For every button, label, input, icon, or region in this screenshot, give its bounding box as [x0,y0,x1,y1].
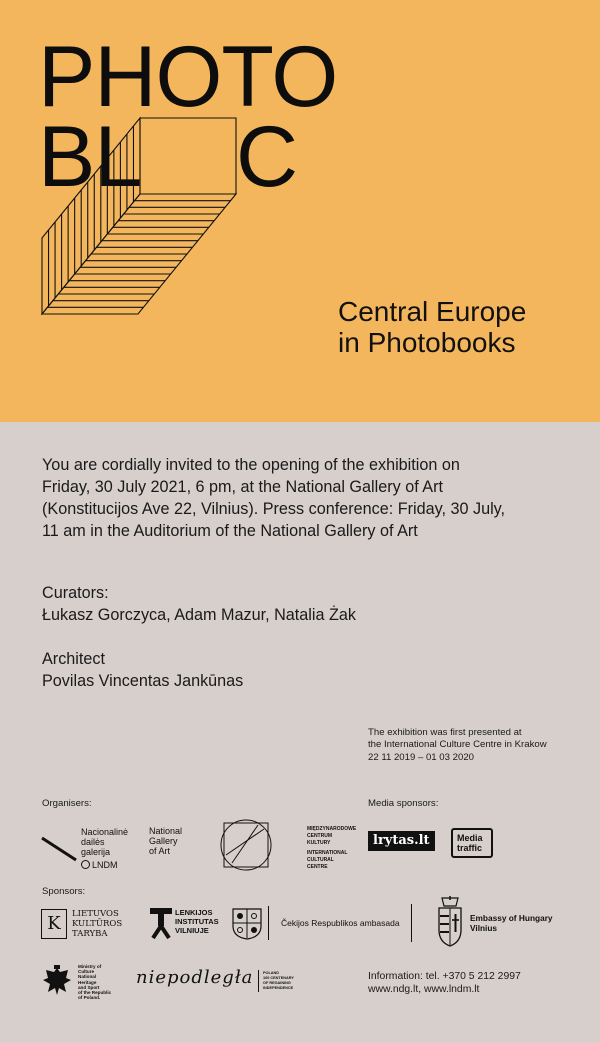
logo-text-line: Nacionalinė [81,827,129,837]
logo-text-line: LENKIJOS [175,908,213,917]
icc-emblem-icon [218,815,278,875]
logo-lrytas: lrytas.lt [368,831,435,851]
logo-text-line: INSTITUTAS [175,917,219,926]
subtitle-line: in Photobooks [338,327,516,358]
logo-ndg [81,827,128,870]
lndm-text: LNDM [92,860,118,870]
logo-text-line: CULTURAL [307,857,334,863]
li-figure-icon [148,906,174,940]
logo-text-line: Gallery [149,836,178,846]
logo-text-line: dailės [81,837,105,847]
logo-text-line: TARYBA [72,929,108,939]
curators-names: Łukasz Gorczyca, Adam Mazur, Natalia Żak [42,606,356,624]
czech-coat-of-arms-icon [230,906,264,940]
note-line: The exhibition was first presented at [368,727,522,738]
hungary-coat-of-arms-icon [436,896,464,948]
architect-label: Architect [42,650,105,668]
logo-text-line: VILNIUJE [175,926,209,935]
circle-icon [81,860,90,869]
lndm-mark [81,860,128,870]
divider [258,970,259,992]
logo-text-line: INTERNATIONAL [307,850,348,856]
note-line: 22 11 2019 – 01 03 2020 [368,751,474,763]
logo-text-line: traffic [457,843,483,853]
first-presented-note [368,727,547,764]
divider [268,906,269,940]
contact-info [368,970,521,996]
logo-text-line: LIETUVOS [72,909,119,919]
logo-niepodlegla: niepodległa [136,967,254,988]
invitation-line: Friday, 30 July 2021, 6 pm, at the National Gallery of Art [42,478,443,496]
logo-text-line: National [78,974,97,980]
logo-text-line: of the Republic [78,990,112,996]
logo-nga [149,826,182,856]
logo-text-line: OF REGAINING [263,981,291,985]
architect-block [42,648,243,692]
curators-label: Curators: [42,584,109,602]
subtitle-line: Central Europe [338,296,527,327]
invitation-line: (Konstitucijos Ave 22, Vilnius). Press conference: Friday, 30 July, [42,500,506,518]
logo-text-line: Vilnius [470,923,498,933]
divider [411,904,412,942]
logo-text-line: MIĘDZYNARODOWE [307,826,357,832]
poster-header [0,0,600,422]
logo-text-line: CENTRUM [307,833,332,839]
logo-media-traffic [451,828,493,858]
logo-niepodlegla-tagline [263,971,294,991]
contact-websites: www.ndg.lt, www.lndm.lt [368,984,480,995]
logo-text-line: and Sport [78,984,100,990]
logo-text-line: KULTŪROS [72,919,123,929]
curators-block [42,582,356,626]
logo-text-line: CENTRE [307,864,328,870]
ndg-slash-icon [40,834,80,864]
polish-eagle-icon [40,964,74,998]
invitation-text [42,454,562,542]
logo-text-line: galerija [81,847,111,857]
logo-text-line: National [149,826,183,836]
logo-text-line: 100 CENTENARY [263,976,294,980]
logo-lenkijos-institutas [175,908,219,935]
logo-text-line: INDEPENDENCE [263,986,294,990]
logo-hungary-embassy [470,913,553,933]
logo-icc [307,826,356,871]
logo-text-line: Heritage [78,979,97,985]
architect-name: Povilas Vincentas Jankūnas [42,672,244,690]
title-c: C [236,109,298,205]
organisers-label: Organisers: [42,798,92,809]
sponsors-label: Sponsors: [42,886,86,897]
title-bl: BL [38,109,142,205]
logo-text-line: Culture [78,969,95,975]
contact-phone: Information: tel. +370 5 212 2997 [368,971,521,982]
ltkt-k-icon: K [41,909,67,939]
logo-text-line: Embassy of Hungary [470,913,553,923]
logo-text-line: POLAND [263,971,280,975]
media-sponsors-label: Media sponsors: [368,798,439,809]
logo-ministry-poland [78,964,111,1000]
note-line: the International Culture Centre in Krakow [368,739,547,751]
subtitle [338,296,526,358]
logo-text-line: KULTURY [307,840,331,846]
invitation-line: You are cordially invited to the opening of the exhibition on [42,456,460,474]
logo-text-line: Media [457,833,483,843]
invitation-line: 11 am in the Auditorium of the National Gallery of Art [42,522,418,540]
title-photo: PHOTO [38,29,338,125]
logo-ltkt [72,909,122,939]
logo-text-line: of Poland. [78,995,101,1001]
logo-text-line: Ministry of [78,964,102,969]
logo-czech-embassy: Čekijos Respublikos ambasada [281,918,400,928]
logo-text-line: of Art [149,846,171,856]
